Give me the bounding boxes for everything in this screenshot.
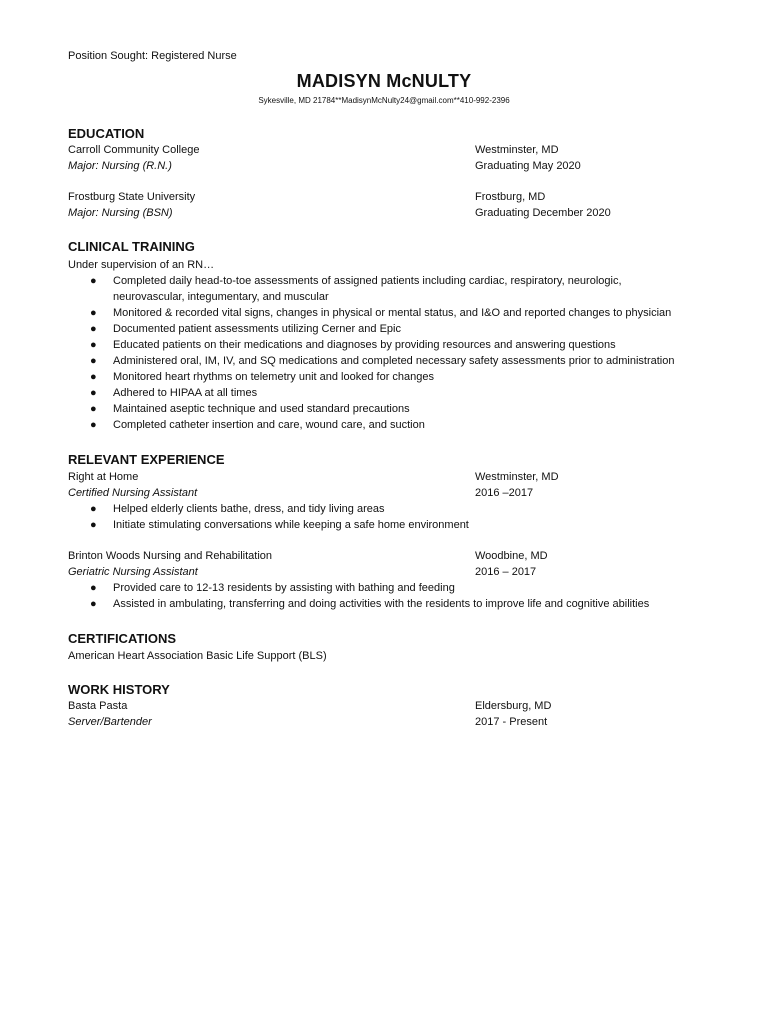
list-item: ● Adhered to HIPAA at all times [90, 387, 258, 399]
certifications-section [68, 648, 708, 664]
job-dates: 2016 –2017 [475, 487, 534, 499]
bullet-icon: ● [90, 355, 97, 367]
job-dates: 2017 - Present [475, 716, 548, 728]
graduation-date: Graduating December 2020 [475, 207, 611, 219]
education-section [68, 142, 708, 221]
bullet-icon: ● [90, 598, 97, 610]
list-item: ● Initiate stimulating conversations while keeping a safe home environment [90, 519, 469, 531]
list-item: ● Administered oral, IM, IV, and SQ medications and completed necessary safety assessments prior to administration [90, 355, 675, 367]
job-title: Certified Nursing Assistant [68, 487, 198, 499]
list-item: ● Helped elderly clients bathe, dress, and tidy living areas [90, 503, 385, 515]
education-entry-row [68, 158, 708, 174]
clinical-bullet-list [68, 273, 708, 433]
clinical-intro: Under supervision of an RN… [68, 259, 215, 271]
work-history-heading: WORK HISTORY [68, 682, 170, 697]
education-entry-row [68, 189, 708, 205]
bullet-icon: ● [90, 275, 97, 287]
employer-location: Eldersburg, MD [475, 700, 552, 712]
list-item: ● Provided care to 12-13 residents by assisting with bathing and feeding [90, 582, 455, 594]
list-item: ● Assisted in ambulating, transferring and doing activities with the residents to improve life and cognitive abilities [90, 598, 650, 610]
job-title: Geriatric Nursing Assistant [68, 566, 198, 578]
bullet-icon: ● [90, 371, 97, 383]
employer-name: Brinton Woods Nursing and Rehabilitation [68, 550, 273, 562]
bullet-icon: ● [90, 419, 97, 431]
job-dates: 2016 – 2017 [475, 566, 537, 578]
education-heading: EDUCATION [68, 126, 145, 141]
bullet-icon: ● [90, 307, 97, 319]
employer-name: Basta Pasta [68, 700, 128, 712]
experience-job-1 [68, 469, 708, 533]
work-history-section [68, 698, 708, 730]
school-major: Major: Nursing (BSN) [68, 207, 173, 219]
school-location: Westminster, MD [475, 144, 559, 156]
list-item: ● Educated patients on their medications and diagnoses by providing resources and answering questions [90, 339, 616, 351]
list-item: ● Monitored heart rhythms on telemetry unit and looked for changes [90, 371, 435, 383]
bullet-icon: ● [90, 339, 97, 351]
bullet-icon: ● [90, 403, 97, 415]
list-item: neurovascular, integumentary, and muscular [113, 291, 329, 303]
list-item: ● Monitored & recorded vital signs, changes in physical or mental status, and I&O and reported changes to physician [90, 307, 672, 319]
job-bullet-list [68, 580, 708, 612]
candidate-name: MADISYN McNULTY [296, 71, 472, 91]
experience-job-2 [68, 548, 708, 612]
bullet-icon: ● [90, 582, 97, 594]
position-sought: Position Sought: Registered Nurse [68, 50, 237, 62]
bullet-icon: ● [90, 519, 97, 531]
graduation-date: Graduating May 2020 [475, 160, 581, 172]
clinical-heading: CLINICAL TRAINING [68, 239, 195, 254]
employer-location: Woodbine, MD [475, 550, 548, 562]
list-item: ● Documented patient assessments utilizing Cerner and Epic [90, 323, 401, 335]
school-name: Carroll Community College [68, 144, 200, 156]
certification-item: American Heart Association Basic Life Support (BLS) [68, 650, 327, 662]
job-title: Server/Bartender [68, 716, 152, 728]
bullet-icon: ● [90, 323, 97, 335]
education-entry-row [68, 142, 708, 158]
clinical-section [68, 257, 708, 433]
list-item: ● Completed catheter insertion and care, wound care, and suction [90, 419, 425, 431]
bullet-icon: ● [90, 503, 97, 515]
school-major: Major: Nursing (R.N.) [68, 160, 172, 172]
bullet-icon: ● [90, 387, 97, 399]
contact-info: Sykesville, MD 21784**MadisynMcNulty24@gmail.com**410-992-2396 [258, 96, 510, 105]
school-name: Frostburg State University [68, 191, 196, 203]
list-item: ● Completed daily head-to-toe assessments of assigned patients including cardiac, respiratory, neurologic, [90, 275, 622, 287]
education-entry-row [68, 205, 708, 221]
certifications-heading: CERTIFICATIONS [68, 631, 177, 646]
list-item: ● Maintained aseptic technique and used standard precautions [90, 403, 410, 415]
school-location: Frostburg, MD [475, 191, 546, 203]
employer-name: Right at Home [68, 471, 139, 483]
experience-heading: RELEVANT EXPERIENCE [68, 452, 225, 467]
employer-location: Westminster, MD [475, 471, 559, 483]
job-bullet-list [68, 501, 708, 533]
